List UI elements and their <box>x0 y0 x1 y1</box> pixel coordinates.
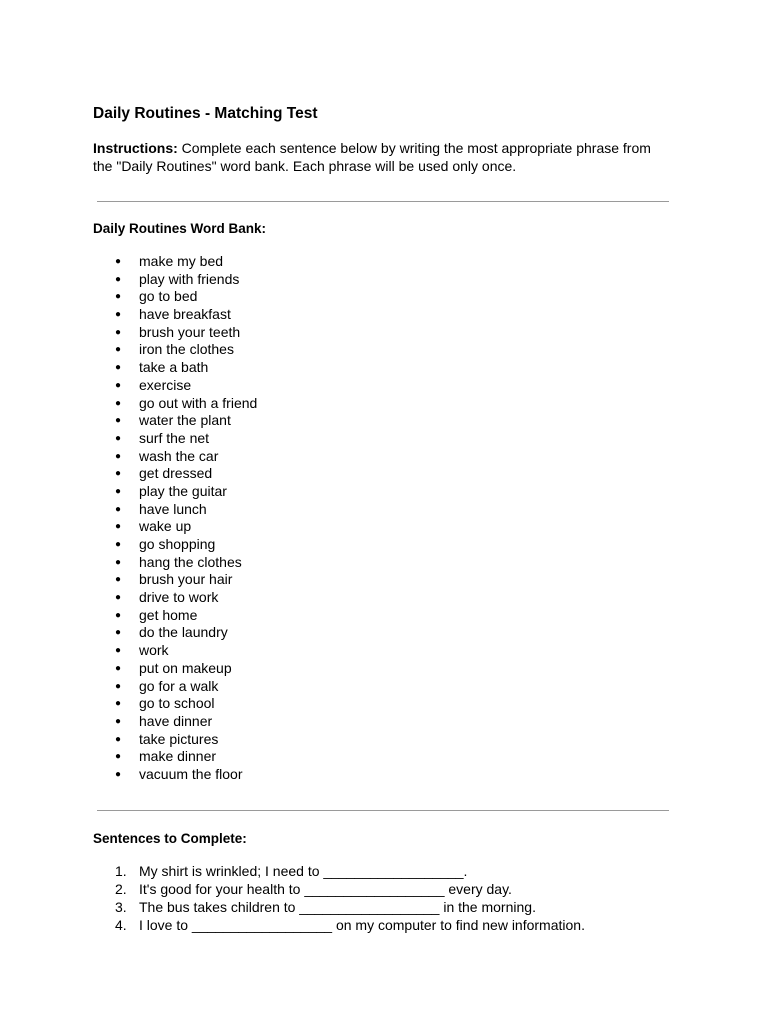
word-bank-item-label: hang the clothes <box>139 553 242 570</box>
word-bank-item <box>93 731 257 749</box>
word-bank-item <box>93 536 257 554</box>
bullet-icon: ● <box>115 680 122 692</box>
bullet-icon: ● <box>115 539 122 550</box>
bullet-icon: ● <box>115 397 122 409</box>
word-bank-item <box>93 341 257 359</box>
word-bank-item <box>93 448 257 466</box>
bullet-icon: ● <box>115 344 122 356</box>
word-bank-item-label: take pictures <box>139 730 219 747</box>
word-bank-item <box>93 395 257 413</box>
word-bank-item-label: vacuum the floor <box>139 765 243 782</box>
word-bank-item-label: have lunch <box>139 500 207 517</box>
divider-top <box>97 201 669 202</box>
word-bank-item <box>93 695 257 713</box>
bullet-icon: ● <box>115 645 122 657</box>
sentence-list <box>93 862 585 934</box>
word-bank-item-label: iron the clothes <box>139 341 234 358</box>
bullet-icon: ● <box>115 662 122 674</box>
bullet-icon: ● <box>115 309 122 321</box>
word-bank-item-label: go to bed <box>139 288 198 305</box>
bullet-icon: ● <box>115 450 122 462</box>
word-bank-item <box>93 589 257 607</box>
word-bank-item-label: wake up <box>139 518 192 535</box>
bullet-icon: ● <box>115 698 122 710</box>
word-bank-item-label: do the laundry <box>139 624 228 641</box>
bullet-icon: ● <box>115 521 122 533</box>
bullet-icon: ● <box>115 751 122 763</box>
word-bank-item-label: go to school <box>139 695 215 712</box>
bullet-icon: ● <box>115 627 122 639</box>
word-bank-item-label: make my bed <box>139 253 224 269</box>
word-bank-list <box>93 253 257 784</box>
word-bank-item-label: take a bath <box>139 359 209 376</box>
bullet-icon: ● <box>115 768 122 780</box>
word-bank-item <box>93 377 257 395</box>
sentence-item <box>93 916 585 934</box>
word-bank-item-label: surf the net <box>139 429 210 446</box>
word-bank-item-label: go for a walk <box>139 677 219 694</box>
word-bank-item <box>93 501 257 519</box>
bullet-icon: ● <box>115 574 122 586</box>
sentence-item <box>93 898 585 916</box>
bullet-icon: ● <box>115 715 122 727</box>
word-bank-item-label: play the guitar <box>139 482 227 499</box>
sentence-text: My shirt is wrinkled; I need to __________________. <box>139 863 468 879</box>
word-bank-item-label: have dinner <box>139 712 213 729</box>
document-page <box>93 104 673 933</box>
word-bank-item-label: get dressed <box>139 465 213 482</box>
bullet-icon: ● <box>115 273 122 285</box>
word-bank-item-label: make dinner <box>139 748 217 765</box>
sentence-text: I love to __________________ on my computer to find new information. <box>139 917 585 933</box>
word-bank-item-label: wash the car <box>139 447 219 464</box>
word-bank-item-label: put on makeup <box>139 659 232 676</box>
bullet-icon: ● <box>115 503 122 515</box>
bullet-icon: ● <box>115 326 122 338</box>
word-bank-item <box>93 607 257 625</box>
word-bank-item-label: brush your hair <box>139 571 233 588</box>
word-bank-item-label: brush your teeth <box>139 323 241 340</box>
word-bank-item <box>93 306 257 324</box>
word-bank-item <box>93 713 257 731</box>
word-bank-item <box>93 324 257 342</box>
bullet-icon: ● <box>115 379 122 391</box>
word-bank-item-label: water the plant <box>139 412 231 429</box>
word-bank-heading: Daily Routines Word Bank: <box>93 221 267 236</box>
word-bank-item-label: go out with a friend <box>139 394 258 411</box>
bullet-icon: ● <box>115 256 122 267</box>
word-bank-item <box>93 678 257 696</box>
bullet-icon: ● <box>115 733 122 745</box>
word-bank-item <box>93 430 257 448</box>
word-bank-item <box>93 412 257 430</box>
word-bank-item <box>93 642 257 660</box>
bullet-icon: ● <box>115 485 122 497</box>
bullet-icon: ● <box>115 291 122 303</box>
sentence-item <box>93 880 585 898</box>
sentences-heading: Sentences to Complete: <box>93 831 247 846</box>
word-bank-item <box>93 748 257 766</box>
bullet-icon: ● <box>115 432 122 444</box>
sentence-number: 3. <box>115 899 127 915</box>
page-title: Daily Routines - Matching Test <box>93 105 318 122</box>
sentence-item <box>93 862 585 880</box>
word-bank-item-label: work <box>139 642 169 659</box>
bullet-icon: ● <box>115 592 122 604</box>
bullet-icon: ● <box>115 415 122 427</box>
word-bank-item <box>93 253 257 271</box>
word-bank-item-label: go shopping <box>139 536 216 552</box>
word-bank-item <box>93 554 257 572</box>
word-bank-item <box>93 660 257 678</box>
word-bank-item <box>93 483 257 501</box>
sentence-text: It's good for your health to __________________ every day. <box>139 881 512 897</box>
instructions <box>93 139 668 175</box>
instructions-label: Instructions: <box>93 140 178 156</box>
word-bank-item <box>93 624 257 642</box>
word-bank-item-label: have breakfast <box>139 306 231 323</box>
bullet-icon: ● <box>115 362 122 374</box>
word-bank-item <box>93 571 257 589</box>
word-bank-item <box>93 288 257 306</box>
sentence-number: 4. <box>115 917 127 933</box>
bullet-icon: ● <box>115 609 122 621</box>
sentence-text: The bus takes children to __________________ in the morning. <box>139 899 536 915</box>
word-bank-item-label: play with friends <box>139 270 240 287</box>
word-bank-item-label: exercise <box>139 376 192 393</box>
word-bank-item-label: get home <box>139 606 198 623</box>
word-bank-item <box>93 518 257 536</box>
word-bank-item <box>93 271 257 289</box>
word-bank-item-label: drive to work <box>139 589 219 606</box>
sentence-number: 2. <box>115 881 127 897</box>
divider-bottom <box>97 810 669 811</box>
bullet-icon: ● <box>115 468 122 480</box>
bullet-icon: ● <box>115 556 122 568</box>
word-bank-item <box>93 359 257 377</box>
word-bank-item <box>93 766 257 784</box>
sentence-number: 1. <box>115 863 127 879</box>
instructions-text: Complete each sentence below by writing the most appropriate phrase from the "Daily Routines" word bank. Each phrase will be used only once. <box>93 140 651 174</box>
word-bank-item <box>93 465 257 483</box>
